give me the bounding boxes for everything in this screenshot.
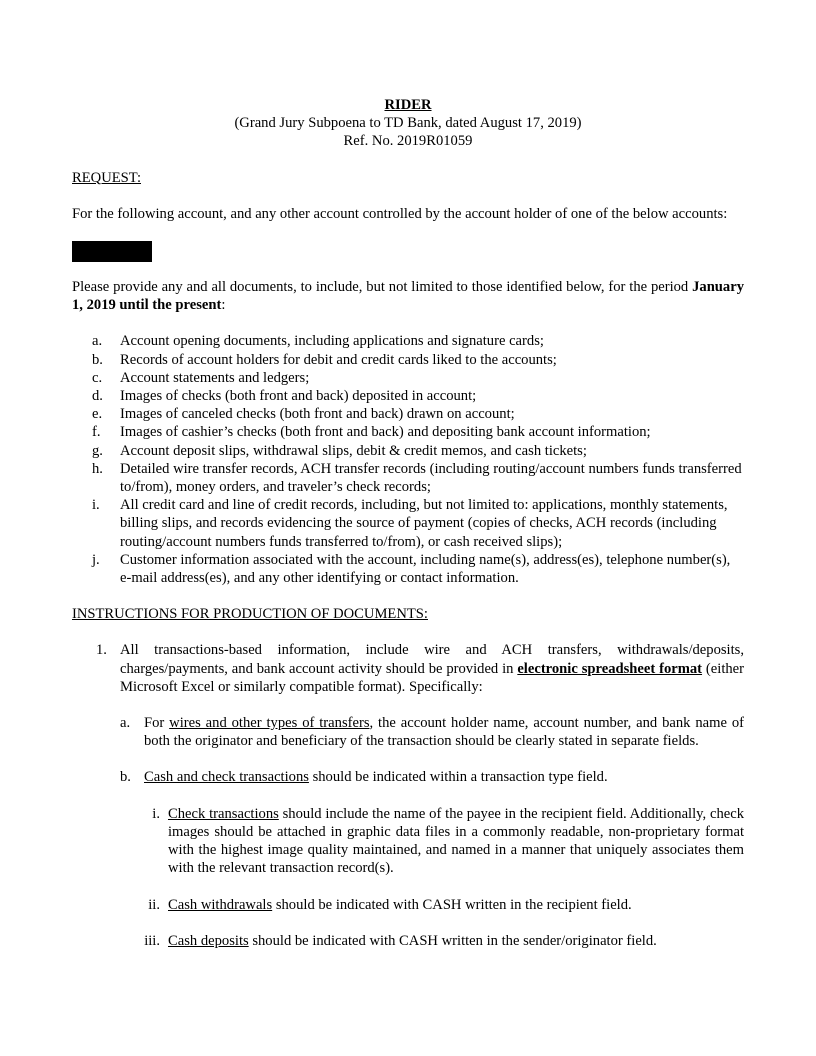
reference-number: Ref. No. 2019R01059: [343, 133, 473, 150]
request-item-text: Account statements and ledgers;: [120, 369, 310, 386]
request-item: [72, 551, 744, 587]
instruction-item-1b-ii: ii. Cash withdrawals should be indicated with CASH written in the recipient field.: [148, 896, 632, 913]
request-item-text: Images of checks (both front and back) deposited in account;: [120, 388, 477, 405]
instruction-item-1: 1. All transactions-based information, include wire and ACH transfers, withdrawals/deposits, charges/payments, and bank account activity should be provided in electronic spreadsheet format (either Microsoft Excel or similarly compatible format). Specifically:: [96, 642, 745, 695]
request-item-marker: a.: [92, 333, 103, 350]
request-intro: For the following account, and any other account controlled by the account holder of one of the below accounts:: [72, 205, 728, 222]
request-item-text: All credit card and line of credit records, including, but not limited to: applications, monthly statements, billing slips, and records evidencing the source of payment (copies of checks, ACH records (including routing/account numbers funds transferred to/from), or cash received slips);: [120, 497, 728, 550]
request-item-marker: e.: [92, 406, 103, 423]
request-item-marker: i.: [92, 497, 100, 514]
format-requirement: electronic spreadsheet format: [517, 660, 703, 677]
request-item: [72, 332, 744, 350]
request-item-text: Images of canceled checks (both front and back) drawn on account;: [120, 406, 515, 423]
request-period-dates: January 1, 2019 until the present: [72, 279, 744, 314]
request-heading: REQUEST:: [72, 169, 141, 186]
request-item-marker: c.: [92, 369, 103, 386]
request-item-text: Account deposit slips, withdrawal slips, debit & credit memos, and cash tickets;: [120, 442, 587, 459]
request-item-marker: f.: [92, 424, 101, 441]
request-item-text: Records of account holders for debit and credit cards liked to the accounts;: [120, 351, 557, 368]
request-item-text: Account opening documents, including applications and signature cards;: [120, 333, 544, 350]
request-period: Please provide any and all documents, to include, but not limited to those identified below, for the period January 1, 2019 until the present:: [72, 279, 744, 314]
document-title: RIDER: [384, 97, 432, 113]
request-item: [72, 387, 744, 405]
request-item: [72, 460, 744, 496]
request-item: [72, 496, 744, 551]
request-item-marker: h.: [92, 460, 103, 477]
request-item-text: Customer information associated with the account, including name(s), address(es), telephone number(s), e-mail address(es), and any other identifying or contact information.: [120, 551, 731, 587]
document-subtitle: (Grand Jury Subpoena to TD Bank, dated August 17, 2019): [234, 115, 582, 132]
document-page: [72, 96, 744, 950]
instruction-item-1b: b. Cash and check transactions should be indicated within a transaction type field.: [120, 769, 608, 786]
request-item-marker: d.: [92, 388, 103, 405]
instruction-item-1b-iii: iii. Cash deposits should be indicated with CASH written in the sender/originator field.: [144, 932, 657, 949]
request-item-marker: g.: [92, 442, 103, 459]
request-items-list: [72, 332, 744, 587]
request-item: [72, 405, 744, 423]
request-item-text: Detailed wire transfer records, ACH transfer records (including routing/account numbers funds transferred to/from), money orders, and traveler’s check records;: [120, 460, 742, 496]
instruction-item-1b-i: i. Check transactions should include the name of the payee in the recipient field. Additionally, check images should be attached in graphic data files in a commonly readable, non-proprietary format with the highest image quality maintained, and named in a manner that uniquely associates them with the relevant transaction record(s).: [152, 805, 744, 877]
request-item: [72, 351, 744, 369]
request-item: [72, 442, 744, 460]
instruction-item-1a: a. For wires and other types of transfers, the account holder name, account number, and bank name of both the originator and beneficiary of the transaction should be clearly stated in separate fields.: [120, 715, 745, 750]
request-item: [72, 369, 744, 387]
redacted-account-number: [72, 241, 152, 262]
instructions-heading: INSTRUCTIONS FOR PRODUCTION OF DOCUMENTS:: [72, 606, 428, 623]
request-item-marker: j.: [92, 551, 100, 568]
request-item-marker: b.: [92, 351, 103, 368]
request-item-text: Images of cashier’s checks (both front and back) and depositing bank account information;: [120, 424, 651, 441]
request-item: [72, 423, 744, 441]
